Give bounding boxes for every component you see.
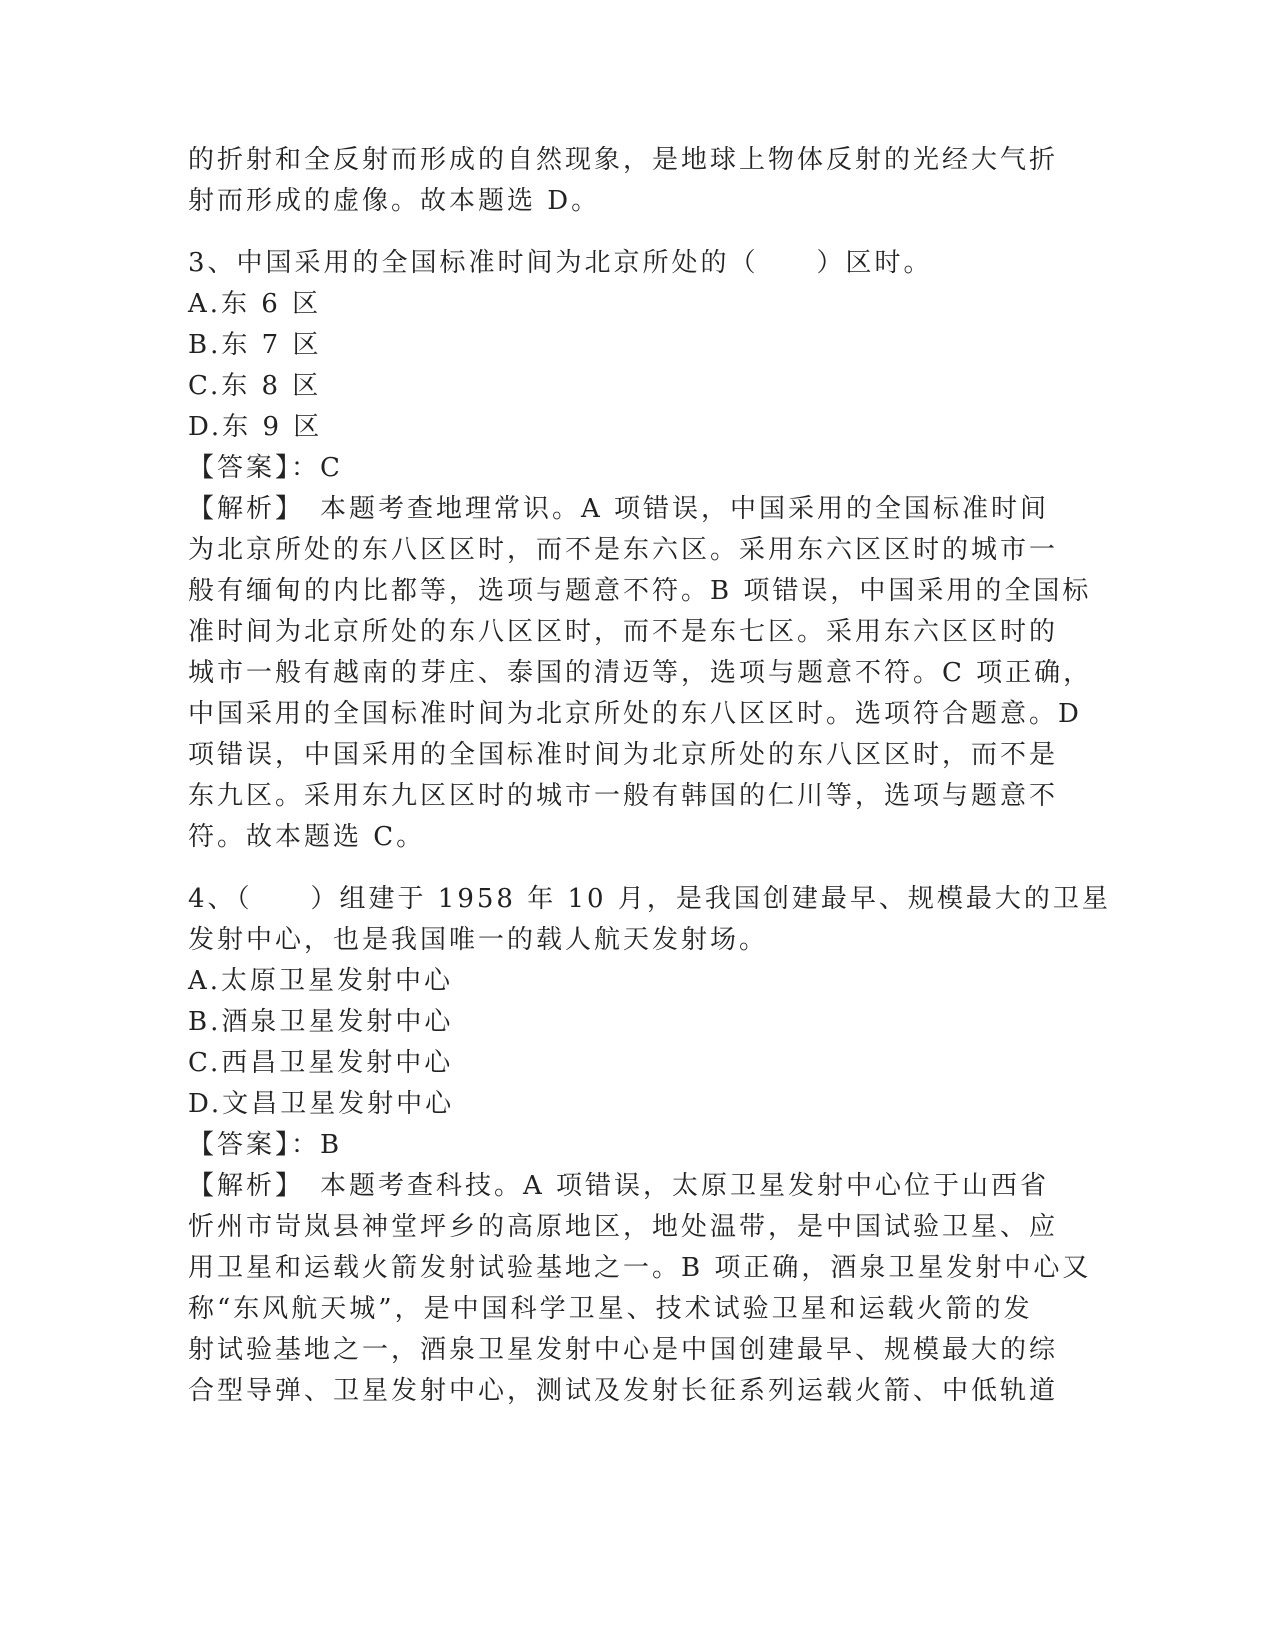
question-3-stem: 3、中国采用的全国标准时间为北京所处的（ ）区时。 [188, 248, 933, 278]
question-3-option-d: D.东 9 区 [188, 412, 323, 442]
question-4-analysis-line: 用卫星和运载火箭发射试验基地之一。B 项正确，酒泉卫星发射中心又 [188, 1253, 1092, 1283]
question-3-analysis-line: 【解析】 本题考查地理常识。A 项错误，中国采用的全国标准时间 [188, 494, 1050, 524]
question-4-stem-line-2: 发射中心，也是我国唯一的载人航天发射场。 [188, 925, 769, 955]
question-3-analysis-line: 中国采用的全国标准时间为北京所处的东八区区时。选项符合题意。D [188, 699, 1082, 729]
question-3-option-a: A.东 6 区 [188, 289, 322, 319]
question-3-analysis-line: 准时间为北京所处的东八区区时，而不是东七区。采用东六区区时的 [188, 617, 1059, 647]
question-3-analysis-line: 符。故本题选 C。 [188, 822, 426, 852]
question-3-analysis-line: 项错误，中国采用的全国标准时间为北京所处的东八区区时，而不是 [188, 740, 1059, 770]
question-4-analysis-line: 合型导弹、卫星发射中心，测试及发射长征系列运载火箭、中低轨道 [188, 1376, 1059, 1406]
question-3-analysis-line: 城市一般有越南的芽庄、泰国的清迈等，选项与题意不符。C 项正确， [188, 658, 1093, 688]
question-4-analysis-line: 【解析】 本题考查科技。A 项错误，太原卫星发射中心位于山西省 [188, 1171, 1050, 1201]
question-4-option-a: A.太原卫星发射中心 [188, 966, 454, 996]
intro-line-1: 的折射和全反射而形成的自然现象，是地球上物体反射的光经大气折 [188, 145, 1059, 175]
question-4-analysis-line: 射试验基地之一，酒泉卫星发射中心是中国创建最早、规模最大的综 [188, 1335, 1059, 1365]
question-4-answer: 【答案】：B [188, 1130, 343, 1160]
question-3-option-b: B.东 7 区 [188, 330, 322, 360]
question-3-option-c: C.东 8 区 [188, 371, 322, 401]
question-3-analysis-line: 为北京所处的东八区区时，而不是东六区。采用东六区区时的城市一 [188, 535, 1059, 565]
question-4-option-d: D.文昌卫星发射中心 [188, 1089, 455, 1119]
question-4-option-c: C.西昌卫星发射中心 [188, 1048, 454, 1078]
question-3-analysis-line: 东九区。采用东九区区时的城市一般有韩国的仁川等，选项与题意不 [188, 781, 1059, 811]
question-3-analysis-line: 般有缅甸的内比都等，选项与题意不符。B 项错误，中国采用的全国标 [188, 576, 1092, 606]
question-4-analysis-line: 称“东风航天城”，是中国科学卫星、技术试验卫星和运载火箭的发 [188, 1294, 1033, 1324]
intro-line-2: 射而形成的虚像。故本题选 D。 [188, 186, 601, 216]
question-4-analysis-line: 忻州市岢岚县神堂坪乡的高原地区，地处温带，是中国试验卫星、应 [188, 1212, 1059, 1242]
question-4-option-b: B.酒泉卫星发射中心 [188, 1007, 454, 1037]
question-3-answer: 【答案】：C [188, 453, 343, 483]
question-4-stem-line-1: 4、（ ）组建于 1958 年 10 月，是我国创建最早、规模最大的卫星 [188, 884, 1111, 914]
